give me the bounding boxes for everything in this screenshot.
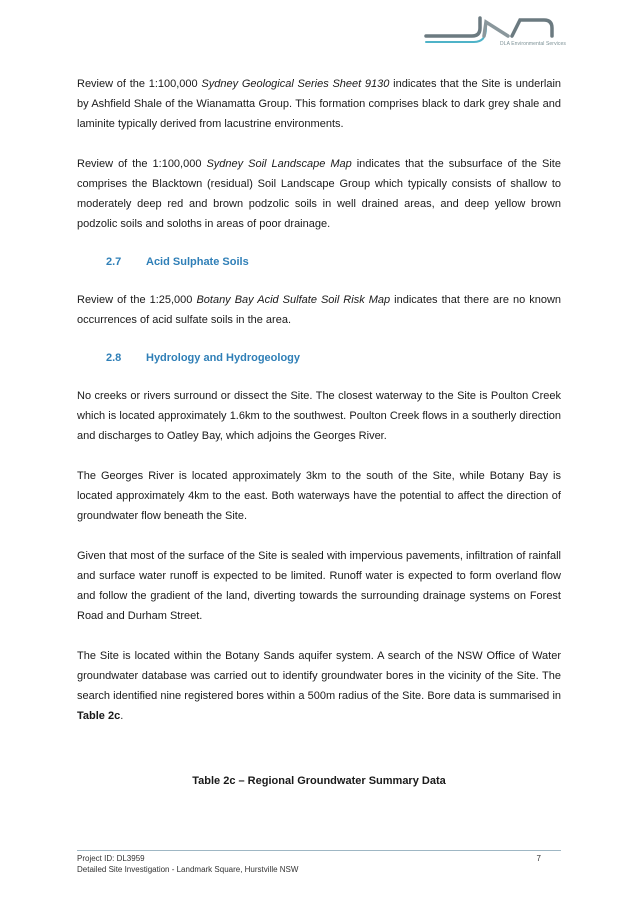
table-reference: Table 2c [77,710,121,722]
soil-paragraph [77,154,561,234]
aquifer-text-end: . [120,710,124,722]
acid-text-start: Review of the 1:25,000 [77,294,197,306]
page-footer [77,853,561,875]
acid-sulfate-paragraph [77,290,561,330]
footer-project-id: Project ID: DL3959 [77,854,145,863]
table-caption: Table 2c – Regional Groundwater Summary Data [192,775,446,787]
runoff-paragraph: Given that most of the surface of the Site is sealed with impervious pavements, infiltration of rainfall and surface water runoff is expected to be limited. Runoff water is expected to form overland flow and follow the gradient of the land, diverting towards the surrounding drainage systems on Forest Road and Durham Street. [77,550,561,622]
soil-map-title: Sydney Soil Landscape Map [206,158,352,170]
geology-paragraph [77,74,561,134]
section-title: Acid Sulphate Soils [146,256,249,268]
soil-text-end: indicates that the subsurface of the Site comprises the Blacktown (residual) Soil Landscape Group which typically consists of shallow to moderately deep red and brown podzolic soils in well drained areas, and deep yellow brown podzolic soils and soloths in areas of poor drainage. [77,158,561,230]
section-number: 2.7 [106,256,122,268]
soil-text-start: Review of the 1:100,000 [77,158,207,170]
footer-report-title: Detailed Site Investigation - Landmark Square, Hurstville NSW [77,865,299,874]
waterways-paragraph: No creeks or rivers surround or dissect the Site. The closest waterway to the Site is Poulton Creek which is located approximately 1.6km to the southwest. Poulton Creek flows in a southerly direction and discharges to Oatley Bay, which adjoins the Georges River. [77,390,561,442]
page-number: 7 [536,854,541,863]
geology-text-start: Review of the 1:100,000 [77,78,202,90]
section-heading-2-7 [77,252,561,272]
company-logo [424,16,566,58]
page-body [77,74,561,726]
acid-map-title: Botany Bay Acid Sulfate Soil Risk Map [196,294,391,306]
aquifer-paragraph [77,646,561,726]
georges-river-paragraph: The Georges River is located approximately 3km to the south of the Site, while Botany Bay is located approximately 4km to the east. Both waterways have the potential to affect the direction of groundwater flow beneath the Site. [77,470,561,522]
section-heading-2-8 [77,348,561,368]
footer-divider [77,850,561,851]
acid-text-end: indicates that there are no known occurrences of acid sulfate soils in the area. [77,294,562,326]
geology-text-end: indicates that the Site is underlain by Ashfield Shale of the Wianamatta Group. This formation comprises black to dark grey shale and laminite typically derived from lacustrine environments. [77,78,562,130]
logo-tagline: DLA Environmental Services [500,41,566,47]
geology-map-title: Sydney Geological Series Sheet 9130 [201,78,390,90]
section-number: 2.8 [106,352,122,364]
section-title: Hydrology and Hydrogeology [146,352,301,364]
aquifer-text: The Site is located within the Botany Sands aquifer system. A search of the NSW Office of Water groundwater database was carried out to identify groundwater bores in the vicinity of the Site. The search identified nine registered bores within a 500m radius of the Site. Bore data is summarised in [77,650,561,702]
